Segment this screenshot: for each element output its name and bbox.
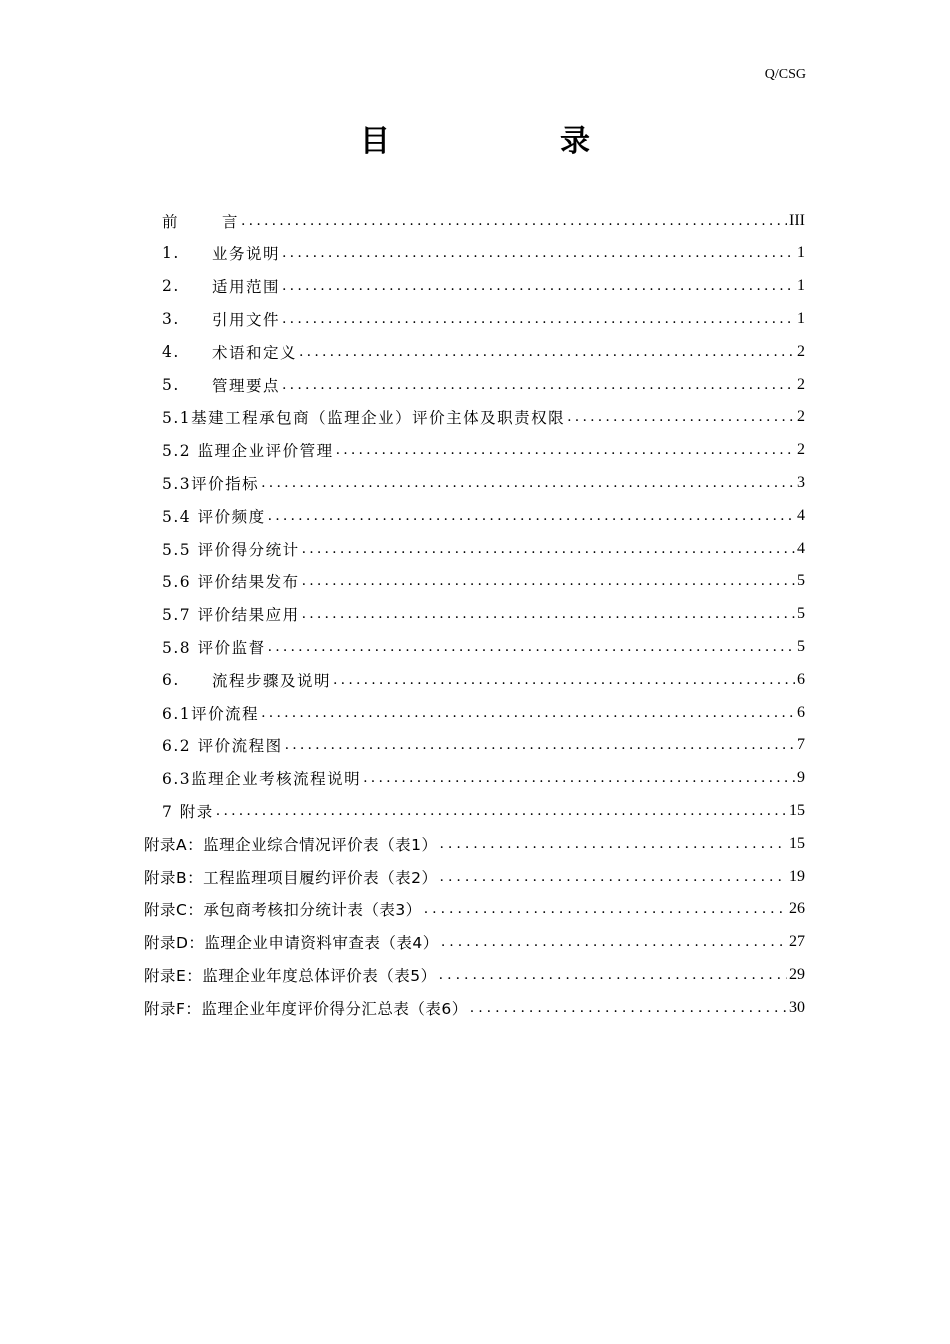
toc-entry-number: 6. (162, 670, 180, 689)
dot-leader (567, 409, 795, 425)
toc-entry[interactable] (162, 270, 805, 303)
toc-entry-page: 2 (797, 441, 805, 459)
toc-entry-label: 业务说明 (212, 245, 281, 264)
dot-leader (261, 705, 795, 721)
toc-entry-number: 1. (162, 244, 180, 263)
appendix-entry[interactable] (144, 991, 805, 1024)
toc-entry[interactable] (162, 237, 805, 270)
toc-entry[interactable] (162, 696, 805, 729)
toc-entry[interactable] (162, 794, 805, 827)
toc-entry-label: 5.5 评价得分统计 (162, 540, 300, 559)
toc-entry[interactable] (162, 729, 805, 762)
toc-entry[interactable] (162, 565, 805, 598)
toc-entry-page: 1 (797, 277, 805, 295)
toc-entry-number: 2. (162, 277, 180, 296)
toc-entry-page: 3 (797, 473, 805, 491)
appendix-entry-label: 附录A：监理企业综合情况评价表（表1） (144, 835, 438, 854)
toc-entry-page: 4 (797, 539, 805, 557)
toc-entry-page: III (789, 211, 805, 229)
toc-entry[interactable] (162, 630, 805, 663)
dot-leader (282, 311, 795, 327)
dot-leader (424, 901, 787, 917)
appendix-entry[interactable] (144, 827, 805, 860)
toc-entry-page: 7 (797, 736, 805, 754)
toc-entry-page: 1 (797, 309, 805, 327)
toc-entry-label: 5.6 评价结果发布 (162, 573, 300, 592)
dot-leader (439, 836, 787, 852)
dot-leader (285, 737, 795, 753)
toc-entry-label: 术语和定义 (212, 343, 298, 362)
dot-leader (363, 770, 795, 786)
toc-entry-page: 4 (797, 506, 805, 524)
appendix-entry[interactable] (144, 926, 805, 959)
toc-entry-page: 5 (797, 572, 805, 590)
toc-entry[interactable] (162, 434, 805, 467)
toc-entry-label: 5.4 评价频度 (162, 507, 266, 526)
toc-entry[interactable] (162, 302, 805, 335)
toc-entry-label: 5.2 监理企业评价管理 (162, 442, 334, 461)
dot-leader (268, 639, 795, 655)
toc-entry[interactable] (162, 335, 805, 368)
dot-leader (299, 344, 795, 360)
dot-leader (302, 573, 795, 589)
toc-entry[interactable] (162, 663, 805, 696)
dot-leader (282, 245, 795, 261)
toc-entry-number: 前 (162, 212, 180, 231)
dot-leader (261, 475, 795, 491)
toc-entry[interactable] (162, 466, 805, 499)
dot-leader (336, 442, 795, 458)
toc-entry[interactable] (162, 762, 805, 795)
toc-entry-page: 2 (797, 375, 805, 393)
toc-entry-page: 5 (797, 637, 805, 655)
toc-entry-page: 9 (797, 769, 805, 787)
toc-entry[interactable] (162, 401, 805, 434)
appendix-entry-label: 附录C：承包商考核扣分统计表（表3） (144, 901, 422, 920)
toc-entry-label: 5.7 评价结果应用 (162, 606, 300, 625)
toc-entry-number: 3. (162, 309, 180, 328)
toc-entry-label: 5.1基建工程承包商（监理企业）评价主体及职责权限 (162, 409, 566, 428)
dot-leader (439, 967, 787, 983)
toc-entry-label: 6.3监理企业考核流程说明 (162, 770, 362, 789)
appendix-entry-label: 附录B：工程监理项目履约评价表（表2） (144, 868, 438, 887)
appendix-entry-page: 30 (789, 998, 805, 1016)
toc-entry-label: 适用范围 (212, 278, 281, 297)
dot-leader (268, 508, 795, 524)
dot-leader (440, 869, 788, 885)
toc-entry-label: 7 附录 (162, 802, 214, 821)
toc-entry-label: 5.8 评价监督 (162, 638, 266, 657)
document-code: Q/CSG (764, 67, 806, 82)
appendix-entry-label: 附录D：监理企业申请资料审查表（表4） (144, 934, 439, 953)
appendix-entry[interactable] (144, 860, 805, 893)
dot-leader (241, 213, 787, 229)
dot-leader (302, 541, 795, 557)
toc-entry-label: 管理要点 (212, 376, 281, 395)
dot-leader (302, 606, 795, 622)
dot-leader (282, 278, 795, 294)
toc-entry[interactable] (162, 499, 805, 532)
toc-entry[interactable] (162, 204, 805, 237)
toc-entry-label: 流程步骤及说明 (212, 671, 332, 690)
appendix-entry-page: 19 (789, 867, 805, 885)
dot-leader (333, 672, 795, 688)
appendix-entry-label: 附录E：监理企业年度总体评价表（表5） (144, 966, 437, 985)
toc-entry-page: 1 (797, 244, 805, 262)
toc-entry-number: 5. (162, 375, 180, 394)
toc-entry-label: 言 (222, 212, 240, 231)
dot-leader (216, 803, 787, 819)
dot-leader (282, 377, 795, 393)
appendix-entry[interactable] (144, 958, 805, 991)
dot-leader (470, 1000, 787, 1016)
toc-entry[interactable] (162, 532, 805, 565)
toc-entry-label: 5.3评价指标 (162, 474, 260, 493)
toc-entry-label: 6.1评价流程 (162, 704, 260, 723)
toc-entry-number: 4. (162, 342, 180, 361)
toc-entry[interactable] (162, 368, 805, 401)
toc-entry-page: 5 (797, 605, 805, 623)
toc-entry-label: 引用文件 (212, 310, 281, 329)
toc-entry-page: 6 (797, 703, 805, 721)
toc-entry-page: 6 (797, 670, 805, 688)
appendix-entry-page: 27 (789, 933, 805, 951)
dot-leader (441, 934, 787, 950)
toc-entry-page: 2 (797, 342, 805, 360)
page-title: 目 录 (360, 124, 660, 159)
appendix-entry-page: 15 (789, 834, 805, 852)
appendix-entry[interactable] (144, 893, 805, 926)
appendix-entry-label: 附录F：监理企业年度评价得分汇总表（表6） (144, 999, 468, 1018)
toc-entry[interactable] (162, 598, 805, 631)
appendix-entry-page: 26 (789, 900, 805, 918)
toc-entry-page: 2 (797, 408, 805, 426)
toc-entry-page: 15 (789, 801, 805, 819)
toc-entry-label: 6.2 评价流程图 (162, 737, 283, 756)
appendix-entry-page: 29 (789, 965, 805, 983)
